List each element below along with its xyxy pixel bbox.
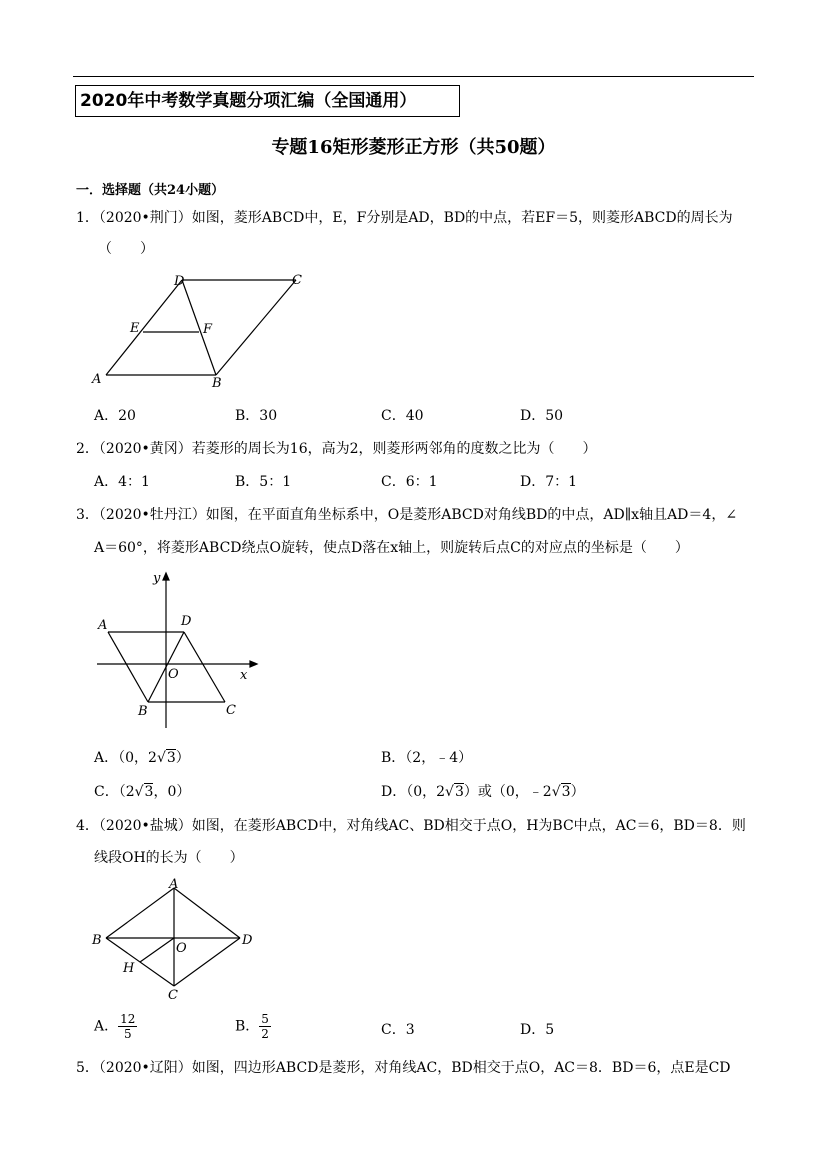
q4-label-o: O: [176, 941, 187, 956]
q3-label-b: B: [138, 704, 148, 719]
q3-option-b: B．（2，﹣4）: [381, 750, 473, 766]
q2-option-d: D．7：1: [520, 474, 578, 490]
q1-figure: [88, 270, 318, 392]
q1-option-d: D．50: [520, 408, 564, 424]
q1-option-c: C．40: [381, 408, 424, 424]
header-rule: [73, 76, 754, 77]
q1-option-b: B．30: [235, 408, 278, 424]
q4-figure: [90, 876, 265, 1004]
q3-option-d: D．（0，2√3）或（0，﹣2√3）: [381, 784, 585, 800]
q4-stem-line2: 线段OH的长为（ ）: [94, 850, 244, 866]
q4-label-a: A: [169, 877, 179, 892]
q4-label-b: B: [92, 933, 102, 948]
q4-side-ad: [174, 888, 240, 938]
q3-label-y: y: [153, 571, 161, 586]
q1-option-a: A．20: [94, 408, 136, 424]
q3-figure: [92, 568, 262, 733]
q3-option-c: C．（2√3，0）: [94, 784, 191, 800]
q4-label-d: D: [242, 933, 253, 948]
q4-segment-oh: [140, 938, 174, 962]
q3-side-dc: [184, 632, 225, 702]
q3-option-a: A．（0，2√3）: [94, 750, 190, 766]
series-title-box: 2020年中考数学真题分项汇编（全国通用）: [75, 85, 460, 117]
q4-option-b: B． $\frac{5}{2}$: [235, 1012, 269, 1041]
q3-label-o: O: [168, 667, 179, 682]
q1-side-ad: [106, 280, 182, 375]
q3-label-d: D: [181, 614, 192, 629]
q3-side-ab: [108, 632, 148, 702]
q4-side-ab: [106, 888, 174, 938]
q3-stem-line2: A＝60°，将菱形ABCD绕点O旋转，使点D落在x轴上，则旋转后点C的对应点的坐标是（ ）: [94, 540, 689, 556]
q3-stem-line1: 3．（2020•牡丹江）如图，在平面直角坐标系中，O是菱形ABCD对角线BD的中点，AD∥x轴且AD＝4，∠: [76, 507, 738, 523]
q5-stem-line1: 5．（2020•辽阳）如图，四边形ABCD是菱形，对角线AC，BD相交于点O，AC＝8．BD＝6，点E是CD: [76, 1060, 731, 1076]
q4-option-a: A． $\frac{12}{5}$: [94, 1012, 136, 1041]
q4-label-h: H: [123, 961, 135, 976]
q2-stem: 2．（2020•黄冈）若菱形的周长为16，高为2，则菱形两邻角的度数之比为（ ）: [76, 441, 597, 457]
q1-side-bc: [216, 280, 296, 375]
q1-label-c: C: [292, 273, 302, 288]
q2-option-b: B．5：1: [235, 474, 292, 490]
q4-stem-line1: 4．（2020•盐城）如图，在菱形ABCD中，对角线AC、BD相交于点O，H为BC中点，AC＝6，BD＝8．则: [76, 818, 746, 834]
q1-label-b: B: [212, 376, 222, 391]
q3-label-a: A: [98, 618, 108, 633]
q1-stem-line1: 1．（2020•荆门）如图，菱形ABCD中，E，F分别是AD，BD的中点，若EF＝5，则菱形ABCD的周长为: [76, 210, 733, 226]
q3-x-arrow: [250, 661, 257, 667]
page-title: 专题16矩形菱形正方形（共50题）: [271, 137, 556, 158]
q1-label-d: D: [174, 274, 185, 289]
q4-option-c: C．3: [381, 1022, 415, 1038]
q2-option-a: A．4：1: [94, 474, 150, 490]
q3-y-arrow: [163, 573, 169, 580]
q1-label-a: A: [92, 372, 102, 387]
q4-option-d: D．5: [520, 1022, 555, 1038]
q1-label-f: F: [203, 322, 213, 337]
q4-label-c: C: [168, 988, 178, 1003]
q1-stem-line2: （ ）: [98, 241, 154, 257]
q2-option-c: C．6：1: [381, 474, 438, 490]
q1-label-e: E: [130, 321, 140, 336]
q3-label-c: C: [226, 703, 236, 718]
q3-label-x: x: [240, 668, 248, 683]
section-heading: 一．选择题（共24小题）: [76, 183, 225, 198]
